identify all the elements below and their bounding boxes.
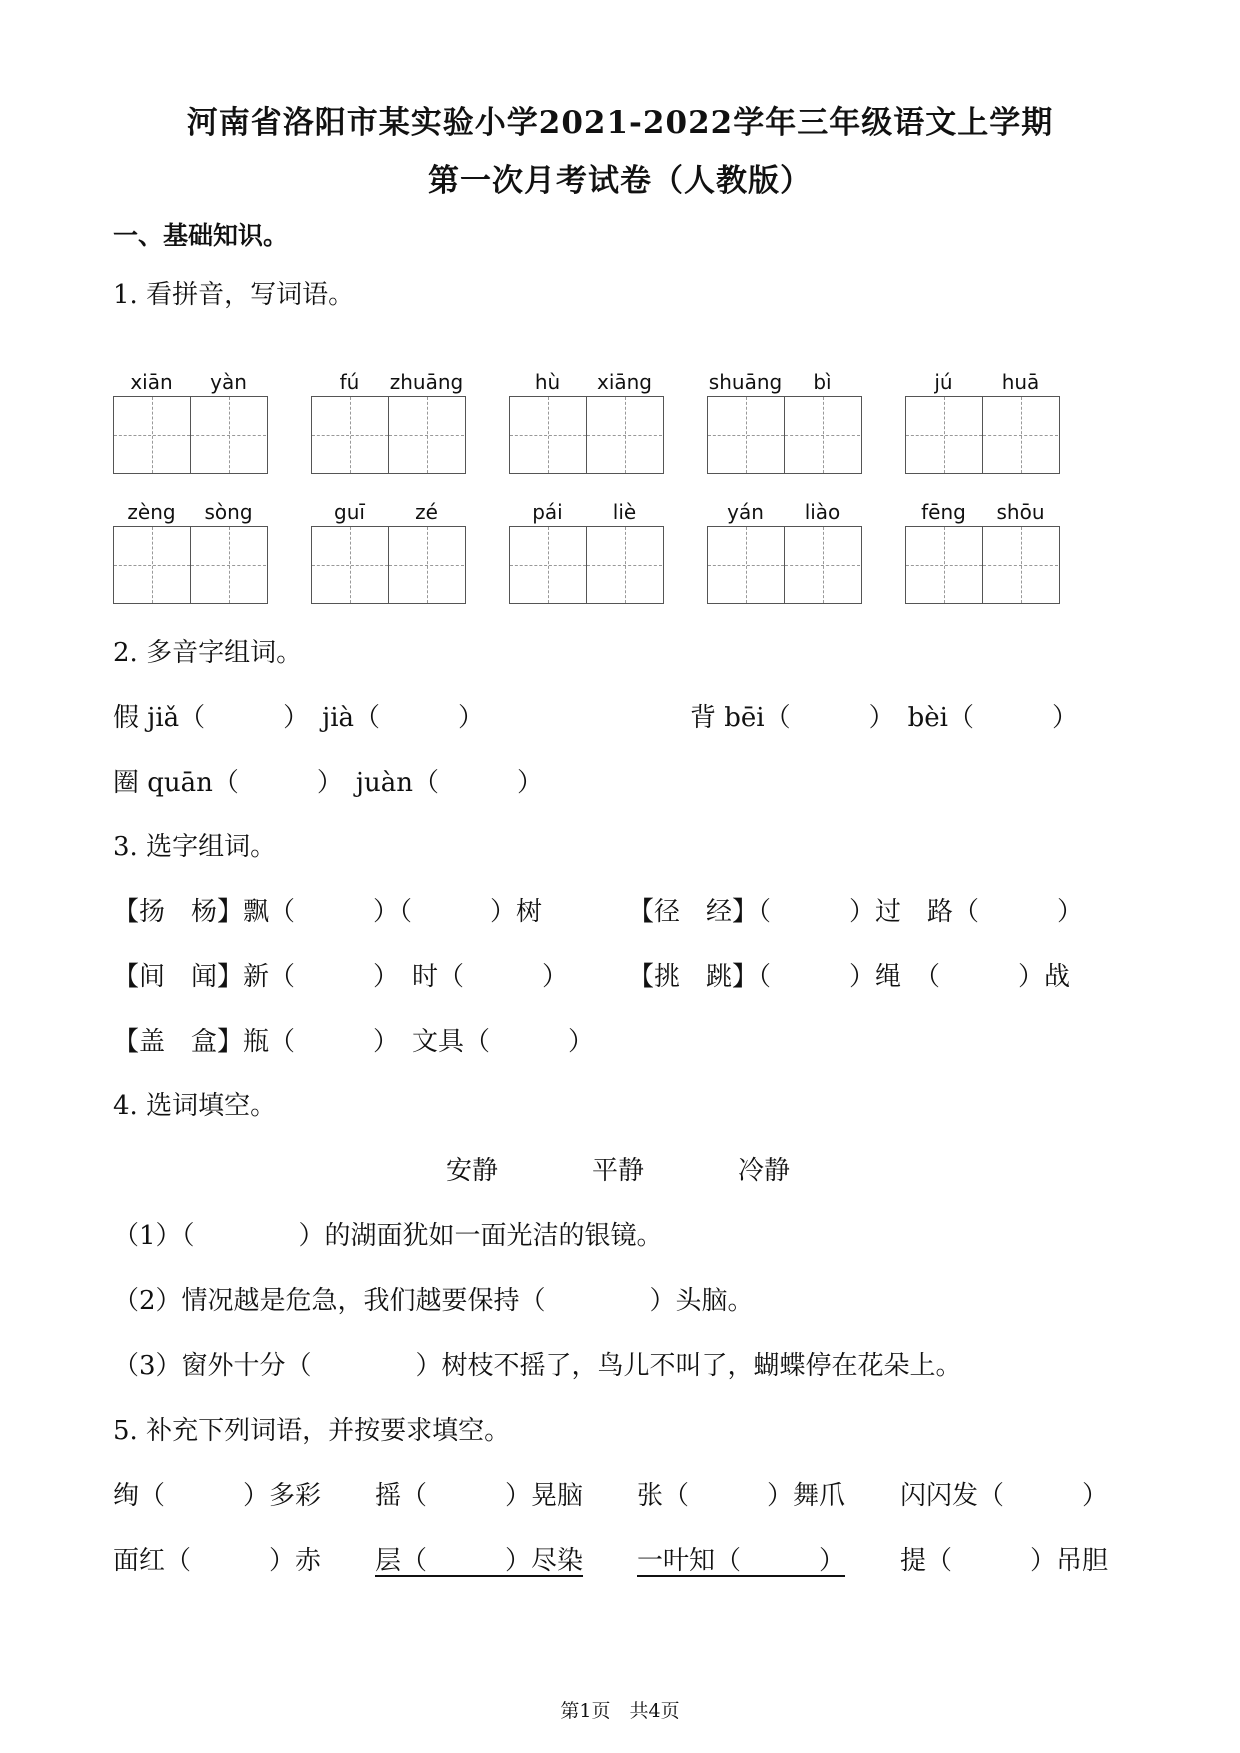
pinyin-label: shōu bbox=[996, 500, 1045, 524]
q2-quan: 圈 quān（ ） juàn（ ） bbox=[113, 768, 543, 798]
q5-idiom-underlined: 层（ ）尽染 bbox=[375, 1546, 584, 1576]
pinyin-label: liào bbox=[804, 500, 841, 524]
q4-word-3: 冷静 bbox=[738, 1156, 791, 1186]
pinyin-label: fú bbox=[339, 370, 360, 394]
q3-row1-right: 【径 经】（ ）过 路（ ） bbox=[628, 897, 1084, 927]
q4-word-1: 安静 bbox=[446, 1156, 499, 1186]
pinyin-label: jú bbox=[934, 370, 953, 394]
pinyin-label: yán bbox=[727, 500, 764, 524]
pinyin-label: xiāng bbox=[596, 370, 653, 394]
writing-grid[interactable] bbox=[905, 526, 1060, 604]
q4-prompt: 4. 选词填空。 bbox=[113, 1091, 277, 1121]
pinyin-label: zhuāng bbox=[389, 370, 464, 394]
q3-row2-left: 【间 闻】新（ ） 时（ ） bbox=[113, 962, 569, 992]
q4-word-2: 平静 bbox=[592, 1156, 645, 1186]
pinyin-label: yàn bbox=[210, 370, 247, 394]
q3-row3: 【盖 盒】瓶（ ） 文具（ ） bbox=[113, 1027, 595, 1057]
q5-idiom: 面红（ ）赤 bbox=[113, 1546, 322, 1576]
pinyin-label: shuāng bbox=[708, 370, 783, 394]
pinyin-label: zèng bbox=[127, 500, 176, 524]
q5-idiom: 闪闪发（ ） bbox=[900, 1481, 1109, 1511]
pinyin-label: guī bbox=[334, 500, 365, 524]
pinyin-label: fēng bbox=[921, 500, 966, 524]
pinyin-label: pái bbox=[532, 500, 563, 524]
writing-grid[interactable] bbox=[311, 396, 466, 474]
q3-row1-left: 【扬 杨】飘（ ）（ ）树 bbox=[113, 897, 543, 927]
pinyin-label: liè bbox=[612, 500, 637, 524]
q5-prompt: 5. 补充下列词语，并按要求填空。 bbox=[113, 1416, 511, 1446]
pinyin-label: xiān bbox=[130, 370, 173, 394]
q4-sentence-1: （1）（ ）的湖面犹如一面光洁的银镜。 bbox=[113, 1221, 663, 1251]
pinyin-label: hù bbox=[534, 370, 561, 394]
q5-idiom: 张（ ）舞爪 bbox=[637, 1481, 846, 1511]
q2-bei: 背 bēi（ ） bèi（ ） bbox=[690, 703, 1078, 733]
pinyin-label: sòng bbox=[204, 500, 253, 524]
q1-prompt: 1. 看拼音，写词语。 bbox=[113, 280, 355, 310]
q2-prompt: 2. 多音字组词。 bbox=[113, 638, 303, 668]
pinyin-label: huā bbox=[1001, 370, 1040, 394]
q3-row2-right: 【挑 跳】（ ）绳 （ ）战 bbox=[628, 962, 1071, 992]
writing-grid[interactable] bbox=[509, 526, 664, 604]
writing-grid[interactable] bbox=[113, 396, 268, 474]
q5-idiom: 摇（ ）晃脑 bbox=[375, 1481, 584, 1511]
q4-sentence-2: （2）情况越是危急，我们越要保持（ ）头脑。 bbox=[113, 1286, 754, 1316]
page-title-line2: 第一次月考试卷（人教版） bbox=[428, 163, 812, 199]
section-heading: 一、基础知识。 bbox=[113, 221, 289, 250]
writing-grid[interactable] bbox=[311, 526, 466, 604]
pinyin-label: bì bbox=[813, 370, 832, 394]
writing-grid[interactable] bbox=[509, 396, 664, 474]
q5-idiom: 绚（ ）多彩 bbox=[113, 1481, 322, 1511]
q4-sentence-3: （3）窗外十分（ ）树枝不摇了，鸟儿不叫了，蝴蝶停在花朵上。 bbox=[113, 1351, 962, 1381]
writing-grid[interactable] bbox=[113, 526, 268, 604]
writing-grid[interactable] bbox=[707, 526, 862, 604]
pinyin-label: zé bbox=[415, 500, 438, 524]
writing-grid[interactable] bbox=[905, 396, 1060, 474]
page-title-line1: 河南省洛阳市某实验小学2021-2022学年三年级语文上学期 bbox=[186, 105, 1054, 141]
q3-prompt: 3. 选字组词。 bbox=[113, 832, 277, 862]
q2-jia: 假 jiǎ（ ） jià（ ） bbox=[113, 703, 485, 733]
page-footer: 第1页 共4页 bbox=[560, 1700, 680, 1722]
q5-idiom: 提（ ）吊胆 bbox=[900, 1546, 1109, 1576]
q5-idiom-underlined: 一叶知（ ） bbox=[637, 1546, 846, 1576]
writing-grid[interactable] bbox=[707, 396, 862, 474]
